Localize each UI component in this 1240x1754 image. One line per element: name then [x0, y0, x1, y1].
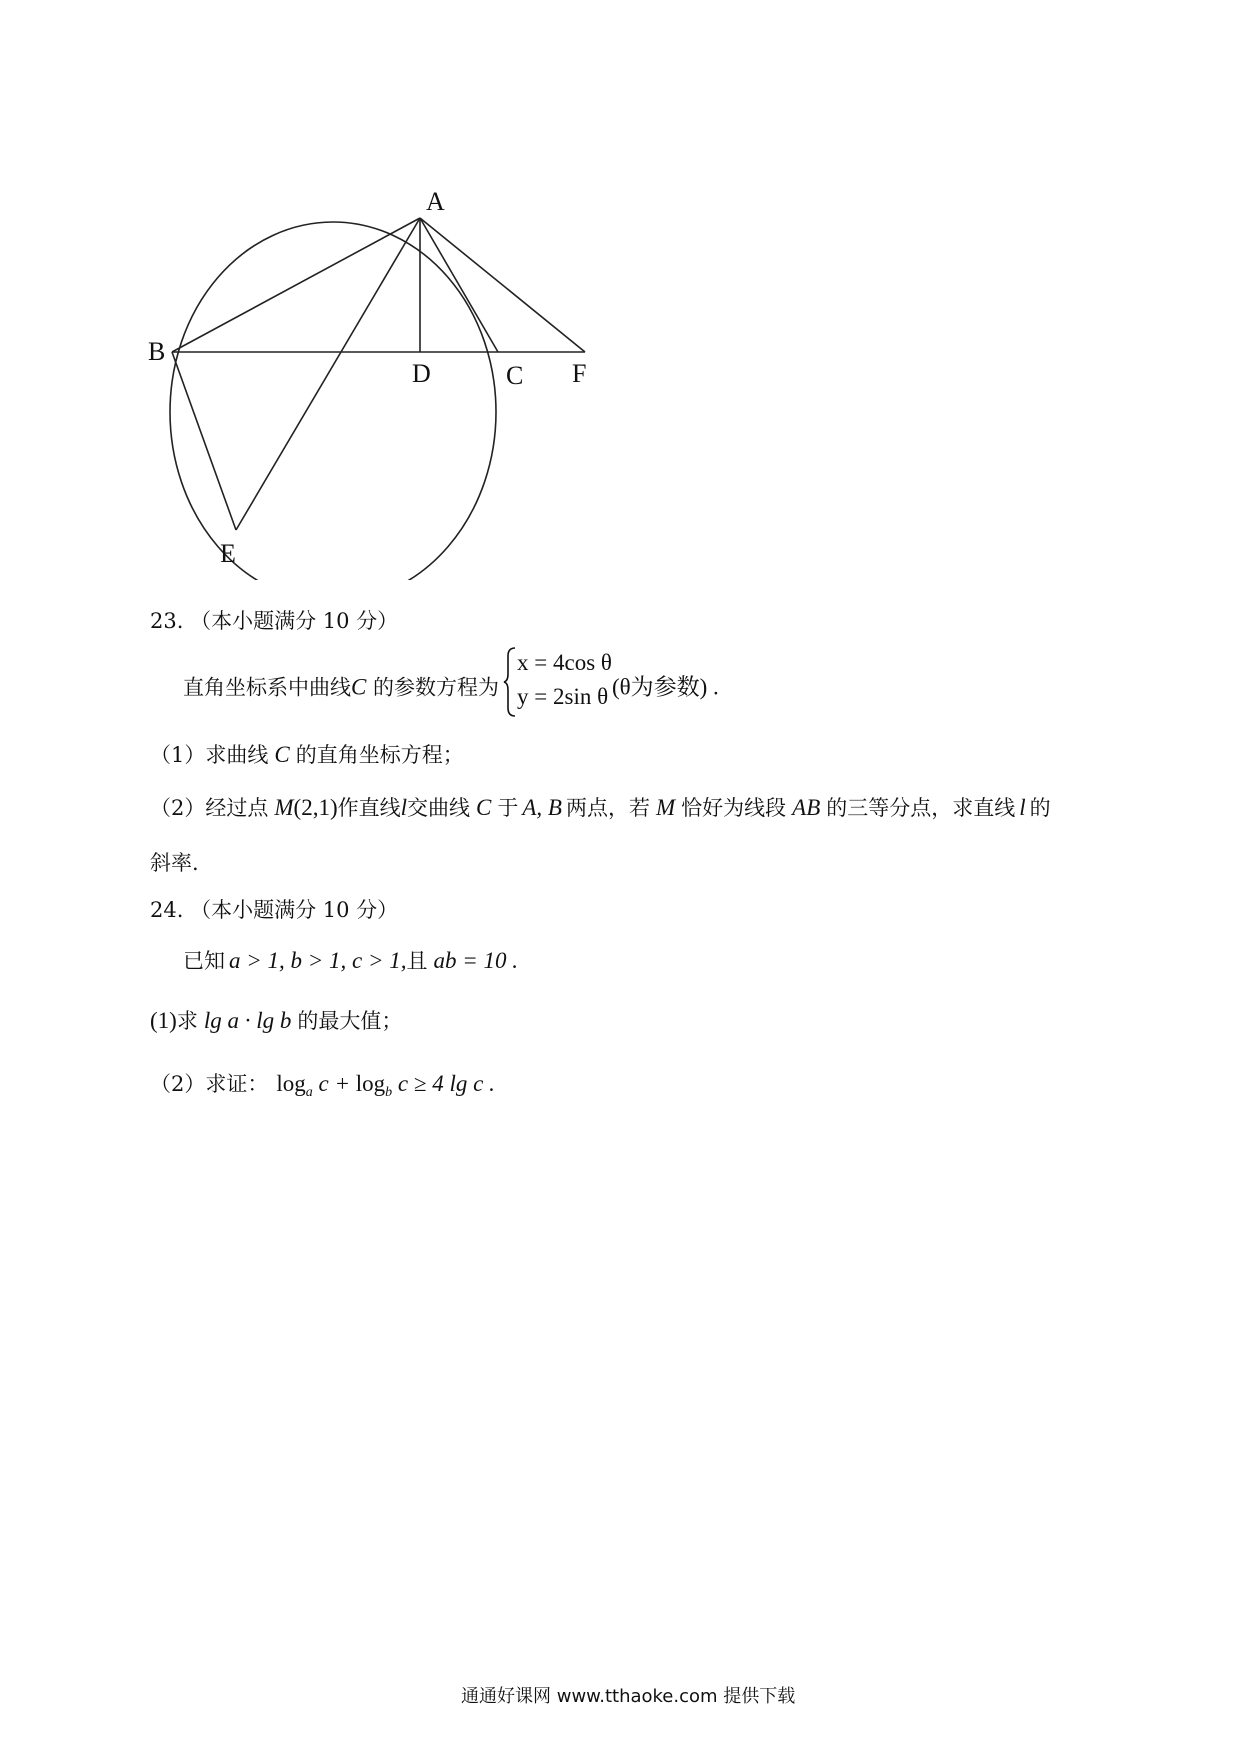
q24-log-base-a: a: [305, 1085, 313, 1100]
label-b: B: [148, 337, 166, 366]
equation-x: x = 4cos θ: [517, 650, 612, 675]
q24-part-1: [150, 1006, 402, 1036]
label-a: A: [426, 187, 445, 216]
q23-point-m: M: [274, 795, 294, 820]
q23-part-1-curve-c: C: [274, 742, 290, 767]
q24-log-base-b: b: [385, 1085, 393, 1100]
q24-heading-text: 24. （本小题满分 10 分）: [150, 898, 399, 922]
q23-part-1-number: （1）: [150, 743, 206, 767]
q24-part-2-text-a: 求证：: [205, 1072, 269, 1096]
circle: [170, 222, 496, 580]
q23-part-1-text-a: 求曲线: [205, 743, 269, 767]
q24-stem: [183, 946, 518, 976]
label-e: E: [220, 539, 236, 568]
segment-be: [172, 352, 236, 530]
q24-and: 且: [406, 949, 428, 973]
q24-log-b: log: [355, 1071, 386, 1096]
label-f: F: [572, 359, 587, 388]
q23-part-2-curve-c: C: [476, 795, 492, 820]
q23-part-2-text-g: 的三等分点，求直线: [826, 796, 1016, 820]
q24-part-2: [150, 1069, 495, 1108]
q24-known: 已知: [183, 949, 225, 973]
q23-part-2-text-b: 作直线: [337, 796, 401, 820]
q23-part-1: [150, 740, 464, 770]
label-d: D: [412, 359, 431, 388]
left-brace-icon: [503, 646, 517, 718]
q23-part-2-text-e: 两点，若: [565, 796, 650, 820]
q23-stem: [183, 650, 719, 714]
q24-heading: [150, 895, 398, 925]
segment-ac: [420, 218, 498, 352]
segment-ae: [236, 218, 420, 530]
q23-curve-c: C: [351, 674, 367, 700]
q24-part-1-expression: lg a · lg b: [203, 1008, 292, 1033]
q23-part-1-text-b: 的直角坐标方程；: [295, 743, 464, 767]
q23-line-l: l: [400, 795, 408, 820]
q24-inequality-part-1: c +: [312, 1071, 356, 1096]
page-footer: [0, 1682, 1240, 1708]
segment-af: [420, 218, 585, 352]
q23-points-ab: A, B: [522, 795, 562, 820]
geometry-figure: [140, 180, 600, 580]
equation-y: y = 2sin θ: [517, 684, 609, 709]
footer-text: 通通好课网 www.tthaoke.com 提供下载: [461, 1686, 796, 1707]
q24-conditions: a > 1, b > 1, c > 1,: [229, 948, 407, 973]
label-c: C: [506, 361, 524, 390]
q23-stem-suffix: (θ为参数) .: [611, 674, 719, 700]
q24-part-1-text-a: 求: [176, 1009, 198, 1033]
q23-part-2-continued-text: 斜率.: [150, 851, 199, 875]
q24-log-a: log: [276, 1071, 306, 1096]
q23-part-2-text-h: 的: [1029, 796, 1051, 820]
q23-part-2-text-a: 经过点: [205, 796, 269, 820]
q24-inequality-part-2: c ≥ 4 lg c .: [392, 1071, 495, 1096]
q23-part-2: [150, 793, 1051, 823]
q23-stem-prefix: 直角坐标系中曲线: [183, 675, 351, 700]
q24-part-1-number: (1): [150, 1008, 177, 1033]
parametric-system: [503, 646, 612, 714]
segment-ab: [172, 218, 420, 352]
q24-part-1-text-b: 的最大值；: [297, 1009, 403, 1033]
q23-line-l-2: l: [1019, 795, 1026, 820]
q23-part-2-text-c: 交曲线: [407, 796, 471, 820]
q23-segment-ab: AB: [792, 795, 821, 820]
q24-ab-equation: ab = 10 .: [433, 948, 519, 973]
q23-part-2-continued: [150, 848, 199, 878]
q23-part-2-number: （2）: [150, 796, 206, 820]
q23-heading-text: 23. （本小题满分 10 分）: [150, 609, 399, 633]
q23-part-2-text-f: 恰好为线段: [681, 796, 787, 820]
q23-part-2-text-d: 于: [497, 796, 519, 820]
q24-part-2-number: （2）: [150, 1072, 206, 1096]
q23-stem-mid: 的参数方程为: [373, 675, 500, 700]
q23-point-coords: (2,1): [293, 795, 338, 820]
q23-heading: [150, 606, 398, 636]
q23-point-m-2: M: [655, 795, 676, 820]
